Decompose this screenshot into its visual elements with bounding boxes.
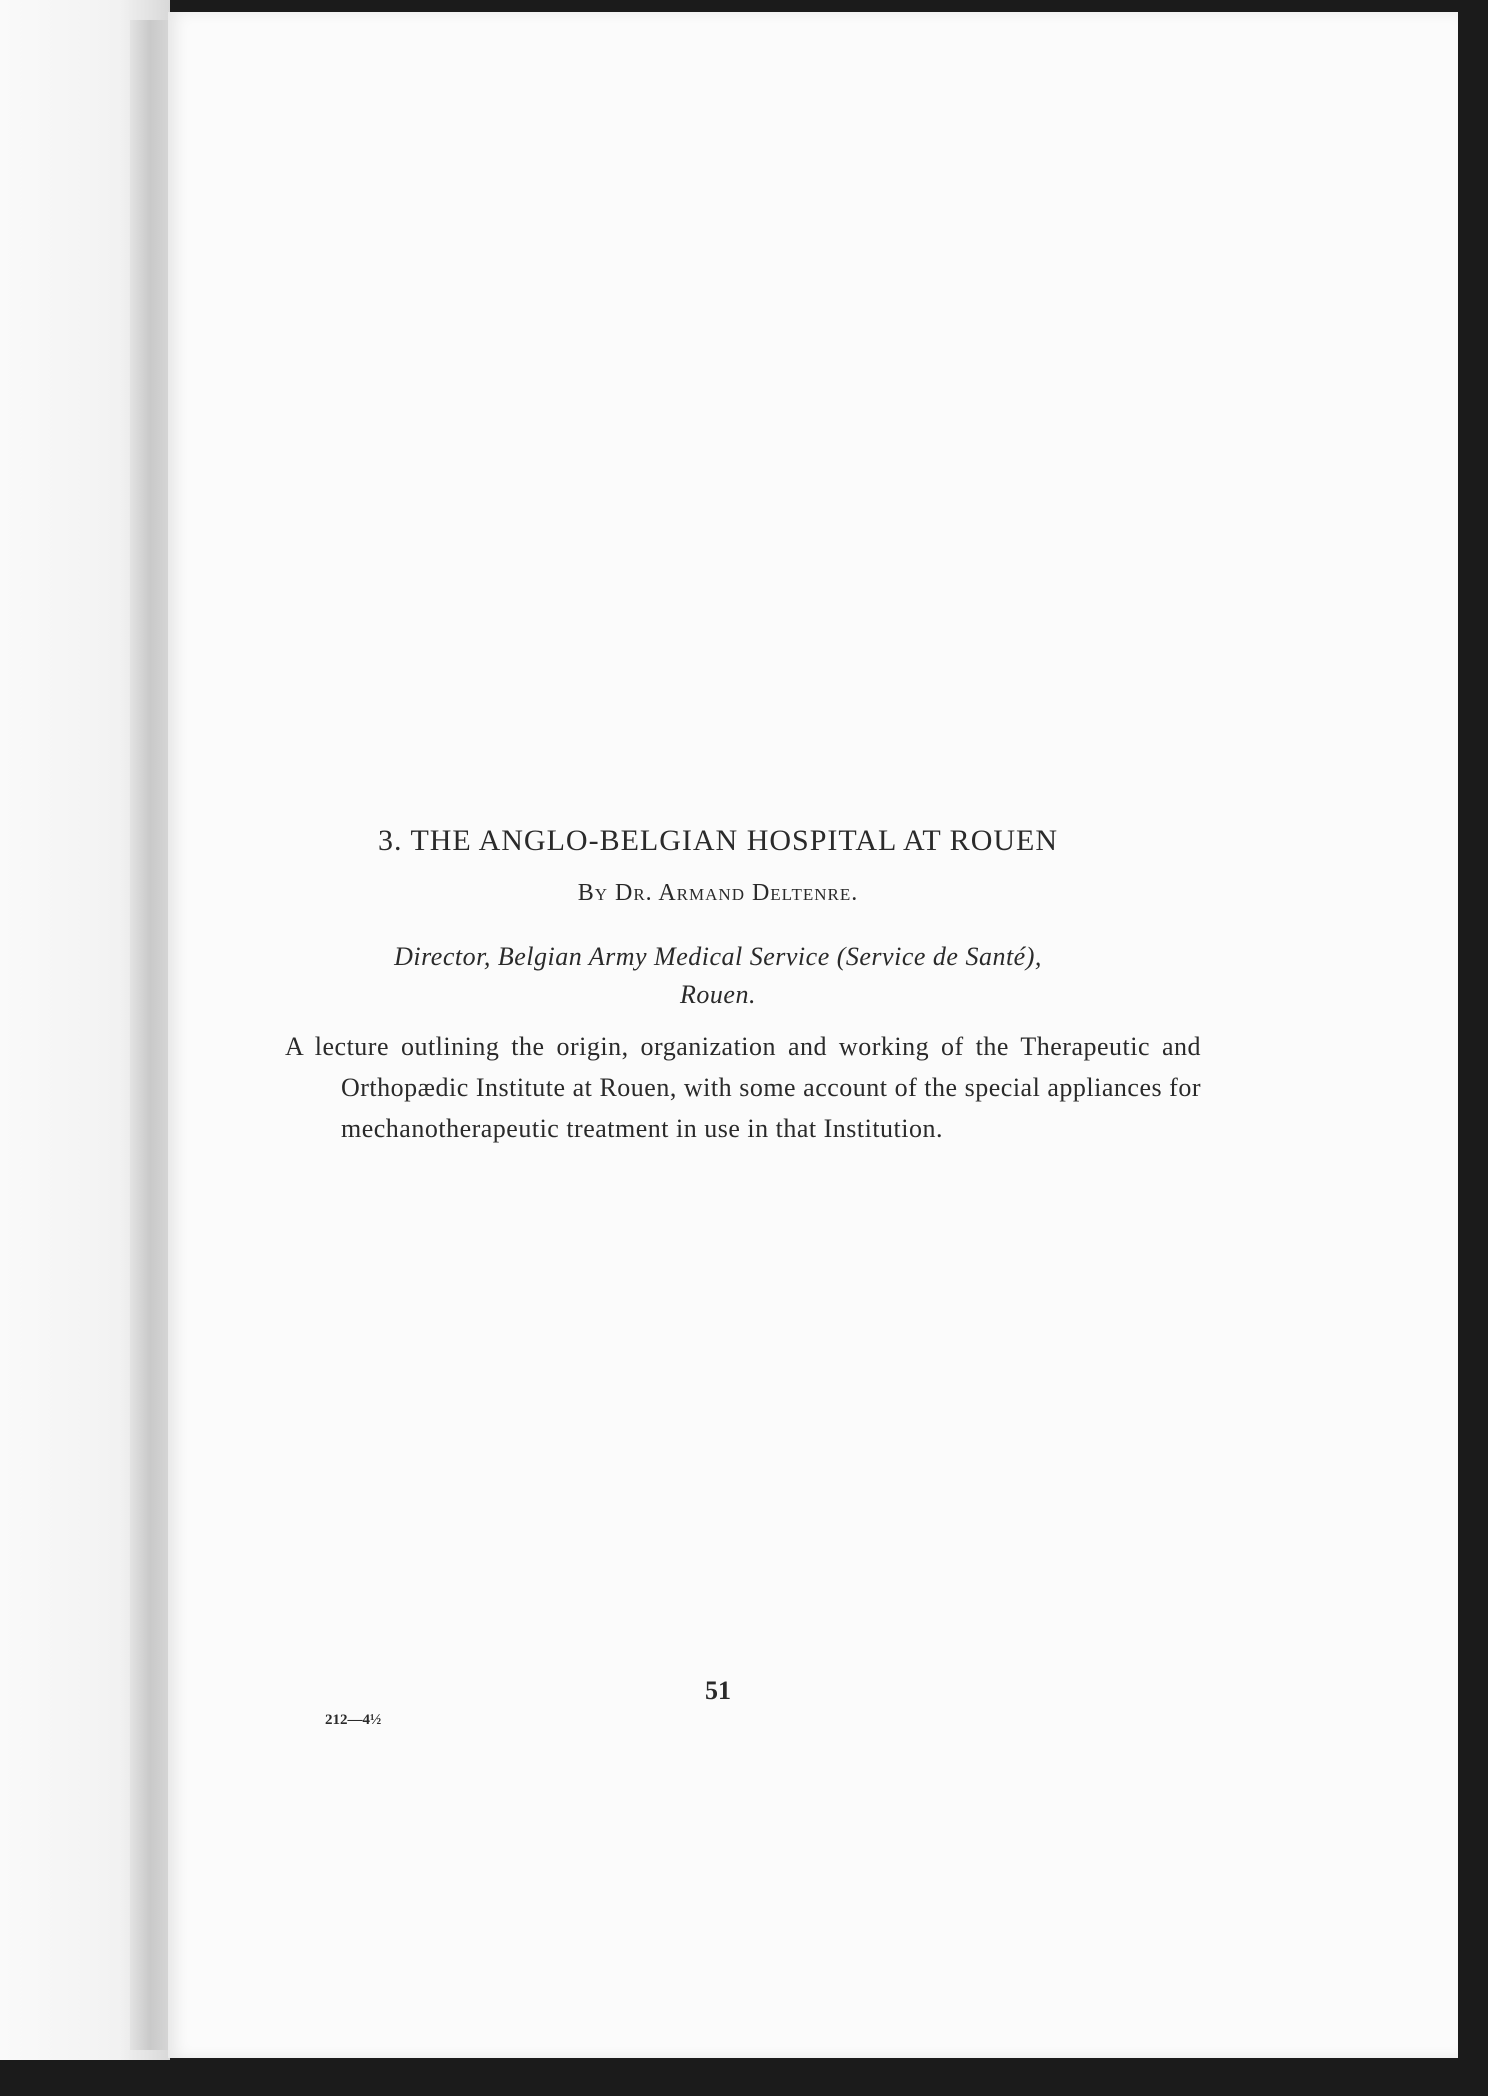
affiliation-line-1: Director, Belgian Army Medical Service (Service de Santé), bbox=[394, 942, 1042, 971]
article-abstract: A lecture outlining the origin, organization and working of the Therapeutic and Orthopædic Institute at Rouen, with some account of the special appliances for mechanotherapeutic treatment in use in that Institution. bbox=[285, 1032, 1201, 1143]
book-page bbox=[168, 12, 1458, 2058]
author-affiliation bbox=[168, 938, 1268, 1014]
affiliation-line-2: Rouen. bbox=[680, 980, 756, 1009]
page-number: 51 bbox=[705, 1676, 731, 1705]
printer-signature-mark: 212—4½ bbox=[325, 1712, 382, 1728]
author-byline: By Dr. Armand Deltenre. bbox=[577, 880, 859, 906]
article-title: 3. THE ANGLO-BELGIAN HOSPITAL AT ROUEN bbox=[377, 824, 1059, 857]
